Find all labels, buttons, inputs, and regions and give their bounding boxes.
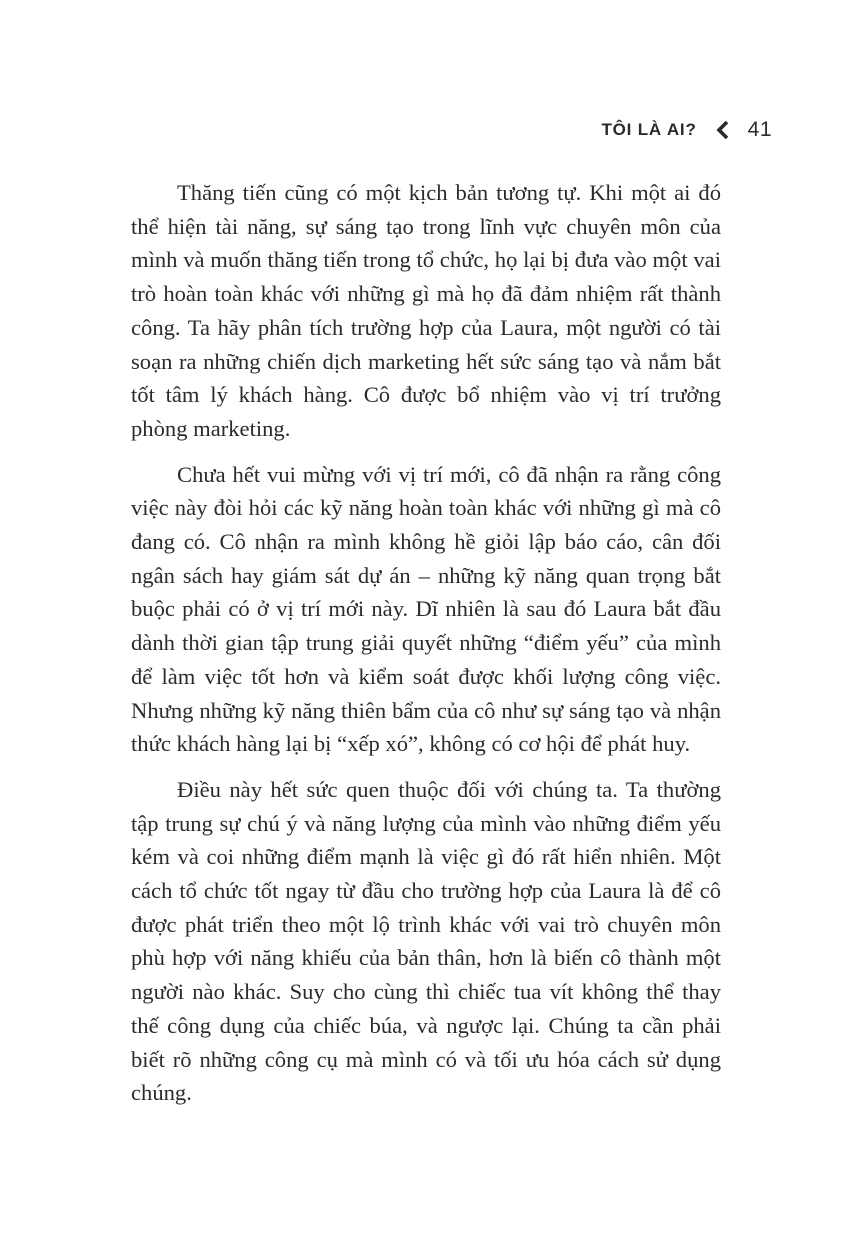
paragraph: Chưa hết vui mừng với vị trí mới, cô đã nhận ra rằng công việc này đòi hỏi các kỹ năng hoàn toàn khác với những gì mà cô đang có. Cô nhận ra mình không hề giỏi lập báo cáo, cân đối ngân sách hay giám sát dự án – những kỹ năng quan trọng bắt buộc phải có ở vị trí mới này. Dĩ nhiên là sau đó Laura bắt đầu dành thời gian tập trung giải quyết những “điểm yếu” của mình để làm việc tốt hơn và kiểm soát được khối lượng công việc. Nhưng những kỹ năng thiên bẩm của cô như sự sáng tạo và nhận thức khách hàng lại bị “xếp xó”, không có cơ hội để phát huy.	[131, 461, 721, 757]
body-text	[131, 176, 721, 1110]
paragraph: Điều này hết sức quen thuộc đối với chúng ta. Ta thường tập trung sự chú ý và năng lượng của mình vào những điểm yếu kém và coi những điểm mạnh là việc gì đó rất hiển nhiên. Một cách tổ chức tốt ngay từ đầu cho trường hợp của Laura là để cô được phát triển theo một lộ trình khác với vai trò chuyên môn phù hợp với năng khiếu của bản thân, hơn là biến cô thành một người nào khác. Suy cho cùng thì chiếc tua vít không thể thay thế công dụng của chiếc búa, và ngược lại. Chúng ta cần phải biết rõ những công cụ mà mình có và tối ưu hóa cách sử dụng chúng.	[131, 776, 721, 1106]
running-header	[601, 118, 772, 142]
chapter-title: TÔI LÀ AI?	[601, 120, 697, 139]
chevron-left-icon	[716, 120, 730, 140]
page-number: 41	[747, 118, 772, 141]
paragraph: Thăng tiến cũng có một kịch bản tương tự. Khi một ai đó thể hiện tài năng, sự sáng tạo trong lĩnh vực chuyên môn của mình và muốn thăng tiến trong tổ chức, họ lại bị đưa vào một vai trò hoàn toàn khác với những gì mà họ đã đảm nhiệm rất thành công. Ta hãy phân tích trường hợp của Laura, một người có tài soạn ra những chiến dịch marketing hết sức sáng tạo và nắm bắt tốt tâm lý khách hàng. Cô được bổ nhiệm vào vị trí trưởng phòng marketing.	[131, 180, 721, 441]
